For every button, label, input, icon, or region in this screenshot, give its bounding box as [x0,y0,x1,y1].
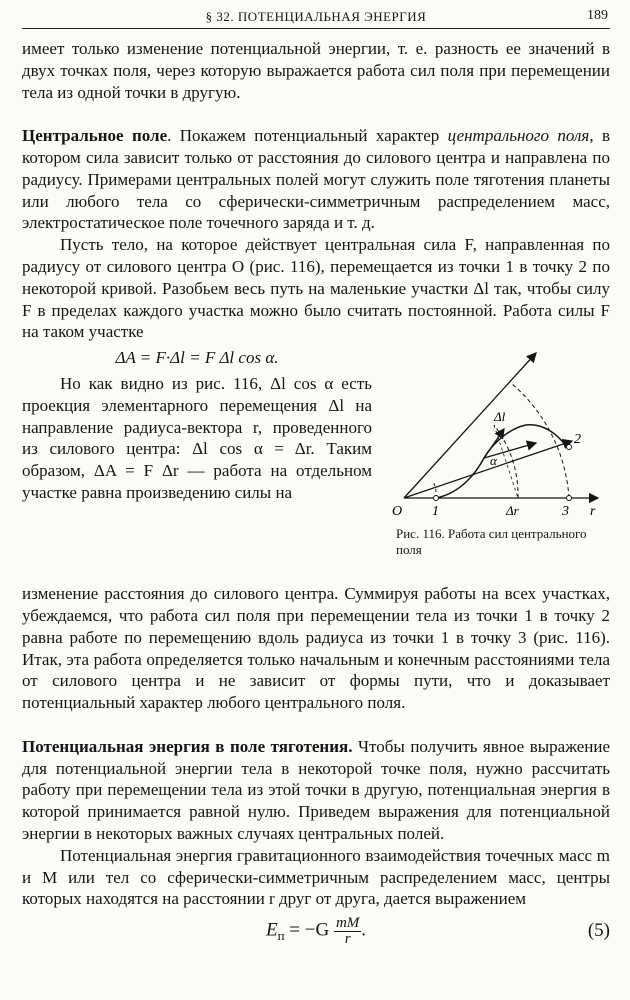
label-r: r [590,504,596,520]
projection-line [494,425,518,498]
label-point-3: 3 [562,504,569,520]
page-number: 189 [587,8,608,23]
fraction-numerator: mM [335,915,360,932]
formula-lhs: E [265,919,278,941]
figure-caption: Рис. 116. Работа сил центрального поля [396,526,587,558]
header-title: § 32. ПОТЕНЦИАЛЬНАЯ ЭНЕРГИЯ [205,9,427,24]
label-dr: Δr [506,503,519,519]
point-3 [567,496,572,501]
running-header [22,6,610,29]
point-1 [434,496,439,501]
formula-5: $E_п = -G$ $\frac{mM}{r}$ . (5) [265,915,610,948]
paragraph-gravitational-energy: Потенциальная энергия гравитационного взаимодействия точечных масс m и M или тел со сферически-симметричным распределением масс, центры которых находятся на расстоянии r друг от друга, дается выражением [22,845,610,909]
paragraph-continuation: имеет только изменение потенциальной энергии, т. е. разность ее значений в двух точках поля, через которую выражается работа сил поля при перемещении тела из одной точки в другую. [22,39,610,102]
equation-number: (5) [587,920,610,942]
fraction [334,916,361,947]
label-origin: O [392,504,403,520]
fraction-denominator: r [344,931,351,948]
label-alpha: α [490,453,497,469]
paragraph-gravity: Потенциальная энергия в поле тяготения. Чтобы получить явное выражение для потенциальной энергии тела в некоторой точке поля, нужно рассчитать работу при перемещении тела из этой точки в другую, потенциальная энергия в которой принимается равной нулю. Приведем выражения для потенциальной энергии в некоторых важных случаях центральных полей. [22,736,611,843]
label-dl: Δl [494,409,506,425]
label-point-1: 1 [432,504,439,520]
formula-sub: п [277,927,285,943]
point-2 [567,445,572,450]
arc-3 [511,383,569,498]
paragraph-body-motion: Пусть тело, на которое действует центральная сила F, направленная по радиусу от силового центра O (рис. 116), перемещается из точки 1 в точку 2 по некоторой кривой. Разобьем весь путь на маленькие участки Δl так, чтобы силу F в пределах каждого участка можно было считать постоянной. Работа силы F на таком участке [22,235,610,342]
page-body [22,38,610,950]
section-heading-central-field: Центральное поле [22,126,168,146]
paragraph-central-field: Центральное поле. Покажем потенциальный характер центрального поля, в котором сила зависит только от расстояния до силового центра и направлена по радиусу. Примерами центральных полей могут служить поле тяготения планеты или любого тела со сферически-симметричным распределением масс, электростатическое поле точечного заряда и т. д. [22,126,610,233]
figure-116 [386,343,610,583]
formula-work: ΔA = F·Δl = F Δl cos α. [115,348,279,368]
paragraph-summation: изменение расстояния до силового центра. Суммируя работы на всех участках, убеждаемся, что работа сил поля при перемещении тела из точки 1 в точку 2 равна работе по перемещению вдоль радиуса из точки 1 в точку 3 (рис. 116). Итак, эта работа определяется только начальным и конечным расстояниями тела от силового центра и не зависит от формы пути, что и доказывает потенциальный характер любого центрального поля. [22,584,610,713]
paragraph-projection: Но как видно из рис. 116, Δl cos α есть проекция элементарного перемещения Δl на направление радиуса-вектора r, проведенного из силового центра: Δl cos α = Δr. Таким образом, ΔA = F Δr — работа на отдельном участке равна произведению силы на [22,373,372,502]
central-field-diagram [386,343,610,528]
label-point-2: 2 [574,432,581,448]
section-heading-gravity: Потенциальная энергия в поле тяготения. [22,736,353,756]
